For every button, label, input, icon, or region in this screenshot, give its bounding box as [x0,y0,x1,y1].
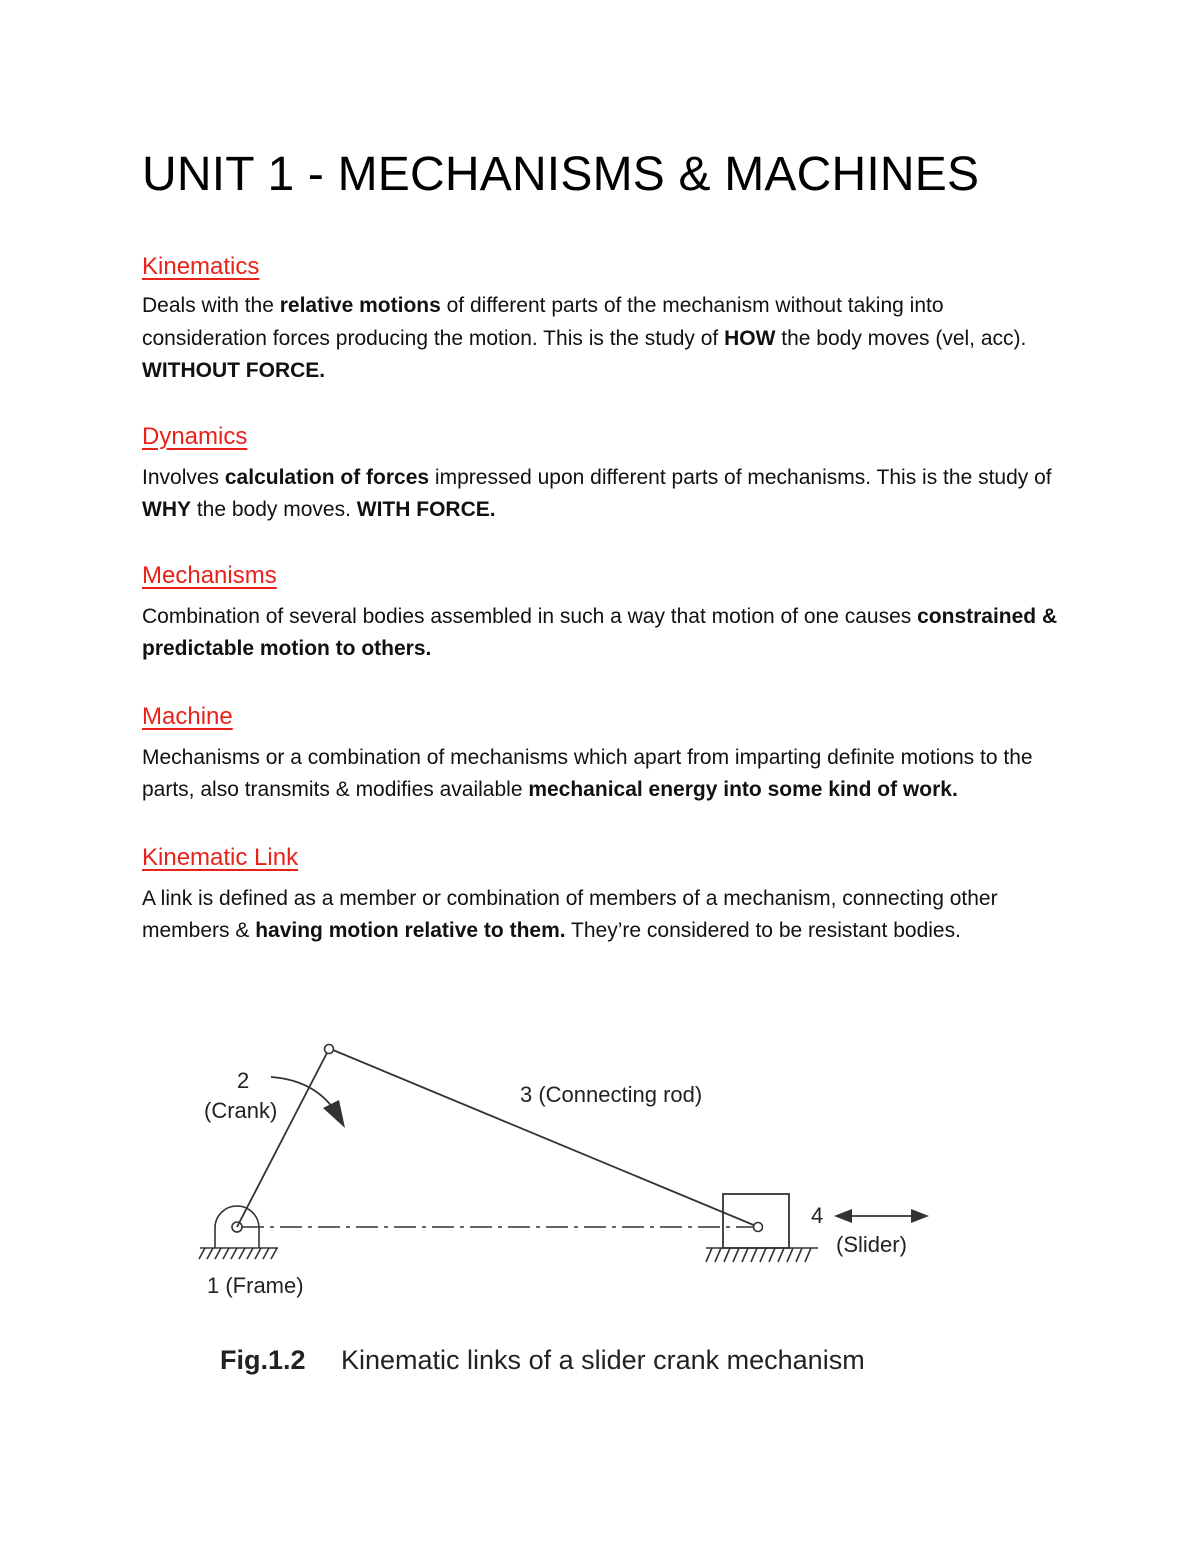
frame-ground [199,1248,278,1259]
crank-link [237,1049,329,1227]
text-run: Combination of several bodies assembled in such a way that motion of one causes [142,604,918,628]
text-run: Mechanisms or a combination of mechanisms which apart from imparting definite motions to the parts, also transmits & modifies available [142,745,1033,801]
rotation-arrowhead-icon [323,1100,345,1128]
slider-name-label: (Slider) [836,1232,907,1257]
heading-mechanisms: Mechanisms [142,561,277,589]
connecting-rod [333,1050,756,1226]
rotation-arrow-icon [271,1077,333,1108]
crank-name-label: (Crank) [204,1098,278,1123]
crank-pin [325,1045,334,1054]
slider-ground [706,1248,818,1262]
connecting-rod-label: 3 (Connecting rod) [520,1082,703,1107]
section-kinematics [142,252,1062,388]
slider-arrowhead-left-icon [834,1209,852,1223]
text-run: Involves [142,465,225,489]
paragraph-dynamics [142,462,1062,527]
bold-run: WITHOUT FORCE. [142,359,326,382]
text-run: the body moves (vel, acc). [775,326,1027,350]
bold-run: having motion relative to them. [255,919,566,942]
section-dynamics [142,422,1062,527]
section-machine [142,702,1062,807]
bold-run: mechanical energy into some kind of work. [528,778,958,801]
heading-dynamics: Dynamics [142,422,248,450]
paragraph-machine [142,742,1062,807]
text-run: They’re considered to be resistant bodies. [565,919,961,942]
bold-run: WITH FORCE. [356,498,496,521]
section-mechanisms [142,561,1062,666]
slider-pin [754,1223,763,1232]
paragraph-kinematic-link [142,883,1062,948]
text-run: A link is defined as a member or combination of members of a mechanism, connecting other members & [142,886,998,942]
heading-kinematic-link: Kinematic Link [142,843,299,871]
text-run: the body moves. [191,498,357,521]
bold-run: HOW [724,326,776,350]
text-run: Deals with the [142,294,280,317]
slider-block [723,1194,789,1248]
heading-kinematics: Kinematics [142,253,260,280]
document-page [142,140,1062,948]
text-run: impressed upon different parts of mechanisms. This is the study of [429,465,1052,489]
slider-arrowhead-right-icon [911,1209,929,1223]
section-kinematic-link [142,843,1062,948]
slider-number-label: 4 [811,1203,824,1228]
frame-label: 1 (Frame) [207,1273,304,1298]
heading-machine: Machine [142,702,233,730]
bold-run: constrained & predictable motion to others. [142,604,1058,660]
figure-caption-number: Fig.1.2 [220,1345,306,1375]
figure-caption-text: Kinematic links of a slider crank mechanism [341,1345,865,1375]
slider-crank-figure [190,1035,950,1395]
slider-crank-diagram [190,1035,950,1395]
bold-run: relative motions [279,294,441,317]
text-run: of different parts of the mechanism without taking into consideration forces producing the motion. This is the study of [142,294,944,350]
paragraph-mechanisms [142,601,1062,666]
bold-run: WHY [142,498,191,521]
crank-number-label: 2 [237,1068,250,1093]
paragraph-kinematics [142,290,1062,388]
bold-run: calculation of forces [224,465,430,489]
page-title: UNIT 1 - MECHANISMS & MACHINES [142,148,980,201]
